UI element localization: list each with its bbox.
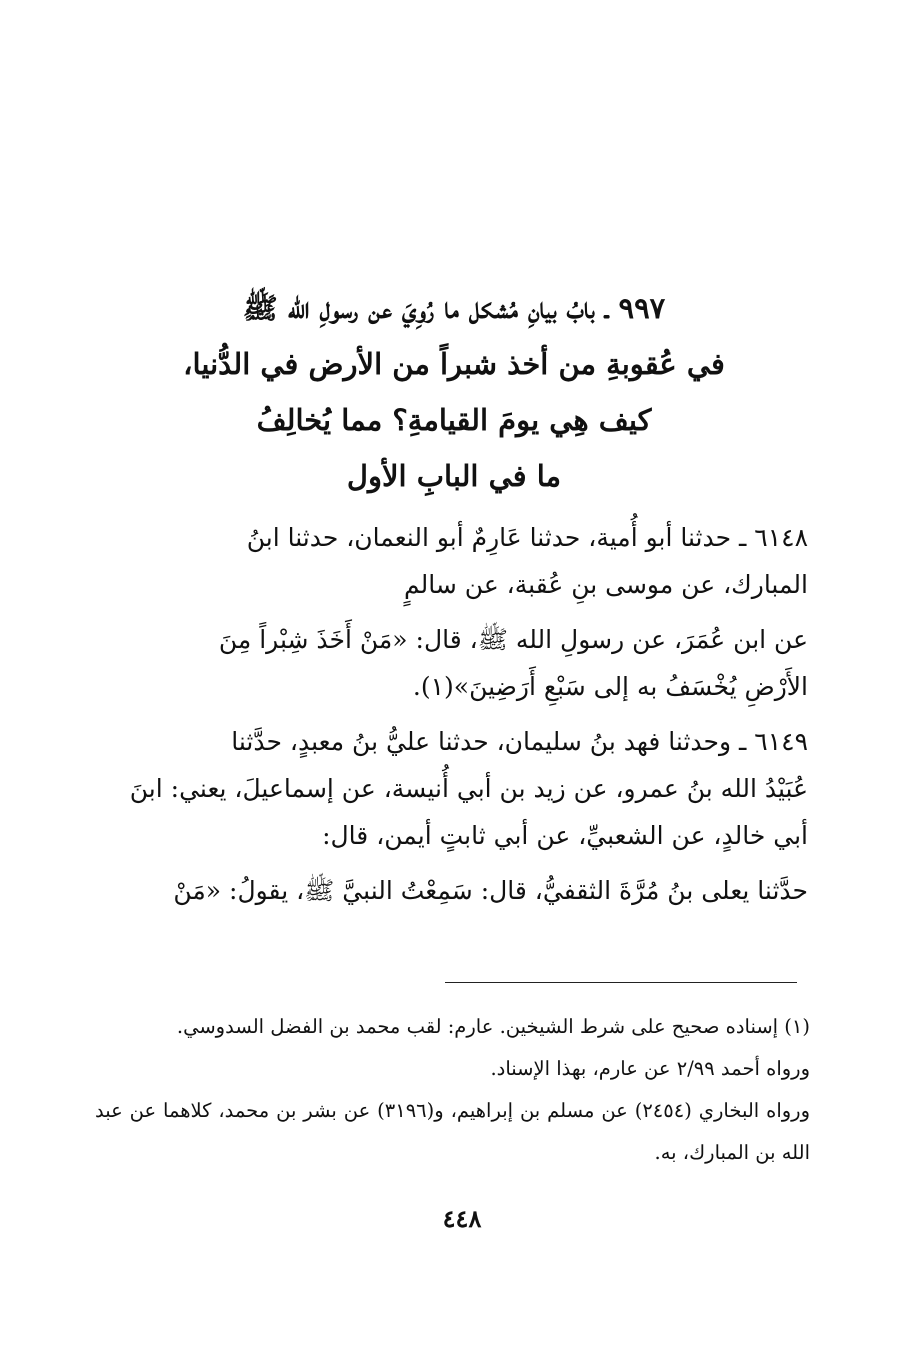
footnote-1: (١) إسناده صحيح على شرط الشيخين. عارم: لقب محمد بن الفضل السدوسي. xyxy=(176,1015,810,1038)
text-line: الأَرْضِ يُخْسَفُ به إلى سَبْعِ أَرَضِينَ»(١). xyxy=(412,672,808,701)
footnote-line: ورواه البخاري (٢٤٥٤) عن مسلم بن إبراهيم، و(٣١٩٦) عن بشر بن محمد، كلاهما عن عبد الله بن المبارك، به. xyxy=(95,1099,810,1164)
hadith-6148-chain xyxy=(100,514,808,608)
chapter-heading-line: ٩٩٧ ـ بابُ بيانِ مُشكل ما رُوِيَ عن رسولِ الله ﷺ xyxy=(242,291,666,325)
footnote-line: ورواه أحمد ٢/٩٩ عن عارم، بهذا الإسناد. xyxy=(490,1057,810,1080)
chapter-heading xyxy=(100,280,808,504)
hadith-6149-chain xyxy=(100,718,808,859)
text-line: ٦١٤٩ ـ وحدثنا فهد بنُ سليمان، حدثنا عليُّ بنُ معبدٍ، حدَّثنا xyxy=(231,727,808,756)
footnote-separator xyxy=(445,982,797,983)
footnotes xyxy=(95,1006,810,1174)
text-line: المبارك، عن موسى بنِ عُقبة، عن سالمٍ xyxy=(404,570,808,599)
page-body xyxy=(100,280,808,922)
chapter-heading-line: كيف هِي يومَ القيامةِ؟ مما يُخالِفُ xyxy=(256,403,652,437)
text-line: عُبَيْدُ الله بنُ عمرو، عن زيد بن أبي أُنيسة، عن إسماعيلَ، يعني: ابنَ xyxy=(129,774,808,803)
hadith-6148-text xyxy=(100,616,808,710)
page-number: ٤٤٨ xyxy=(442,1204,482,1233)
text-line: عن ابن عُمَرَ، عن رسولِ الله ﷺ، قال: «مَنْ أَخَذَ شِبْراً مِنَ xyxy=(218,625,808,654)
text-line: ٦١٤٨ ـ حدثنا أبو أُمية، حدثنا عَارِمٌ أبو النعمان، حدثنا ابنُ xyxy=(246,523,808,552)
chapter-heading-line: ما في البابِ الأول xyxy=(346,459,562,493)
text-line: أبي خالدٍ، عن الشعبيِّ، عن أبي ثابتٍ أيمن، قال: xyxy=(322,821,808,850)
chapter-heading-line: في عُقوبةِ من أخذ شبراً من الأرض في الدُّنيا، xyxy=(183,347,725,381)
text-line: حدَّثنا يعلى بنُ مُرَّةَ الثقفيُّ، قال: سَمِعْتُ النبيَّ ﷺ، يقولُ: «مَنْ xyxy=(173,876,808,905)
hadith-6149-text xyxy=(100,867,808,914)
